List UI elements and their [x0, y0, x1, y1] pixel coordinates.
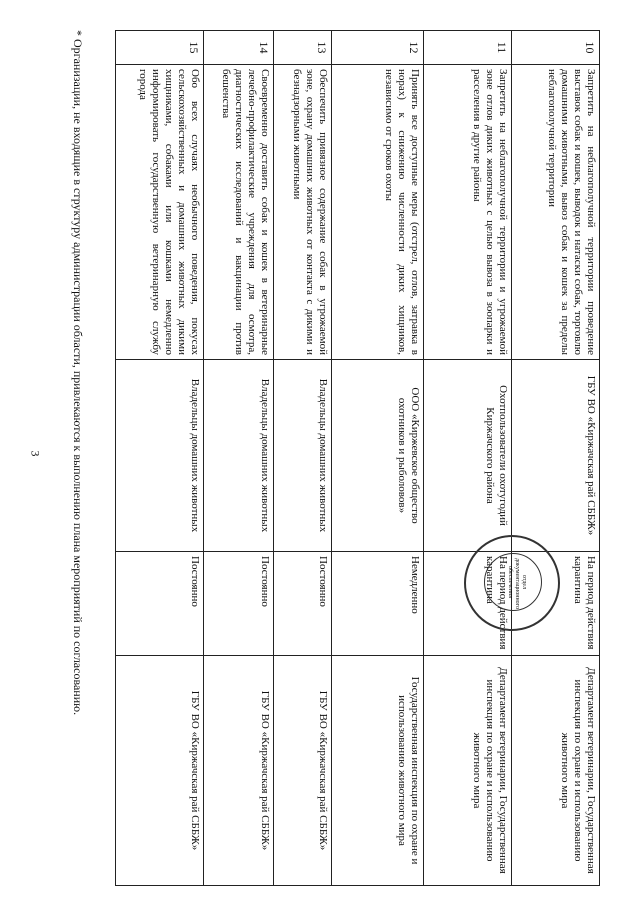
cell-term: Постоянно	[204, 552, 274, 656]
cell-measure: Запретить на неблагополучной территории проведение выставок собак и кошек, выводок и натаски собак, торговлю домашними животными, вывоз собак и кошек за пределы неблагополучной территории	[512, 65, 600, 360]
cell-control: Государственная инспекция по охране и использованию животного мира	[332, 656, 424, 886]
cell-measure: Запретить на неблагополучной территории и угрожаемой зоне отлов диких животных с целью вывоза в зоопарки и расселения в другие районы	[424, 65, 512, 360]
cell-control: ГБУ ВО «Киржачская рай СББЖ»	[274, 656, 332, 886]
cell-measure: Обеспечить привязное содержание собак в угрожаемой зоне, охрану домашних животных от контакта с дикими и безнадзорными животными	[274, 65, 332, 360]
table-row	[332, 31, 424, 886]
table-row	[512, 31, 600, 886]
cell-control: ГБУ ВО «Киржачская рай СББЖ»	[116, 656, 204, 886]
cell-executor: ГБУ ВО «Киржачская рай СББЖ»	[512, 360, 600, 552]
cell-term: Немедленно	[332, 552, 424, 656]
cell-num: 13	[274, 31, 332, 65]
cell-term: Постоянно	[116, 552, 204, 656]
cell-executor: Владельцы домашних животных	[116, 360, 204, 552]
cell-executor: Владельцы домашних животных	[274, 360, 332, 552]
table-row	[116, 31, 204, 886]
cell-executor: Владельцы домашних животных	[204, 360, 274, 552]
cell-term: На период действия карантина	[424, 552, 512, 656]
cell-control: ГБУ ВО «Киржачская рай СББЖ»	[204, 656, 274, 886]
cell-num: 11	[424, 31, 512, 65]
page-number: 3	[28, 450, 43, 457]
cell-measure: Своевременно доставить собак и кошек в ветеринарные лечебно-профилактические учреждения для осмотра, диагностических исследований и вакцинации против бешенства	[204, 65, 274, 360]
cell-term: Постоянно	[274, 552, 332, 656]
rotated-page	[35, 30, 600, 885]
table-row	[204, 31, 274, 886]
cell-control: Департамент ветеринарии, Государственная инспекция по охране и использованию животного мира	[424, 656, 512, 886]
cell-num: 10	[512, 31, 600, 65]
cell-executor: Охотпользователи охотугодий Киржачского района	[424, 360, 512, 552]
cell-measure: Обо всех случаях необычного поведения, покусах сельскохозяйственных и домашних животных дикими хищниками, собаками или кошками немедленно информировать государственную ветеринарную службу города	[116, 65, 204, 360]
cell-num: 12	[332, 31, 424, 65]
table-row	[274, 31, 332, 886]
seal-text: отдел документационного обеспечения	[507, 558, 527, 609]
cell-executor: ООО «Киржевское общество охотников и рыболовов»	[332, 360, 424, 552]
cell-num: 14	[204, 31, 274, 65]
cell-control: Департамент ветеринарии, Государственная инспекция по охране и использованию животного мира	[512, 656, 600, 886]
measures-table	[115, 30, 600, 886]
footnote: * Организации, не входящие в структуру администрации области, привлекаются к выполнению плана мероприятий по согласованию.	[71, 30, 85, 716]
official-seal	[464, 535, 560, 631]
cell-term: На период действия карантина	[512, 552, 600, 656]
table-row	[424, 31, 512, 886]
cell-measure: Принять все доступные меры (отстрел, отлов, затравка в норах) к снижению численности диких хищников, независимо от сроков охоты	[332, 65, 424, 360]
cell-num: 15	[116, 31, 204, 65]
